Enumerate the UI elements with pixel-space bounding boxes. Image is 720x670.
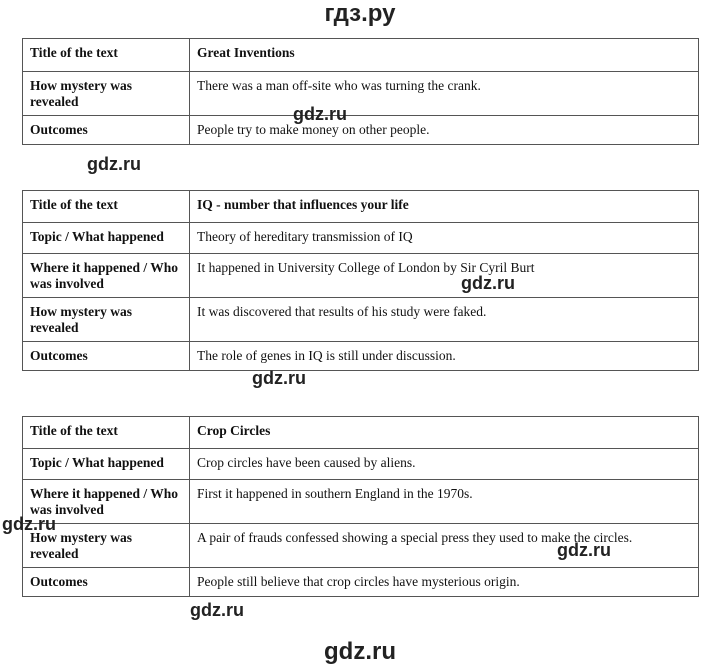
row-value: People try to make money on other people.: [190, 116, 699, 145]
row-value: Theory of hereditary transmission of IQ: [190, 223, 699, 254]
watermark: gdz.ru: [461, 273, 515, 293]
watermark: gdz.ru: [293, 104, 347, 124]
row-value: A pair of frauds confessed showing a special press they used to make the circles.: [190, 524, 699, 568]
row-label: Outcomes: [23, 116, 190, 145]
site-header: гдз.ру: [324, 0, 396, 27]
table-great-inventions: [22, 38, 699, 145]
row-value: People still believe that crop circles have mysterious origin.: [190, 568, 699, 597]
table-row: [23, 223, 699, 254]
row-value: The role of genes in IQ is still under discussion.: [190, 342, 699, 371]
table-row: [23, 568, 699, 597]
row-value: IQ - number that influences your life: [190, 191, 699, 223]
row-label: Outcomes: [23, 568, 190, 597]
table-row: [23, 254, 699, 298]
row-label: Where it happened / Who was involved: [23, 254, 190, 298]
table-row: [23, 191, 699, 223]
row-value: It happened in University College of London by Sir Cyril Burt: [190, 254, 699, 298]
row-value: First it happened in southern England in the 1970s.: [190, 480, 699, 524]
row-label: Title of the text: [23, 191, 190, 223]
row-label: How mystery was revealed: [23, 524, 190, 568]
watermark: gdz.ru: [2, 514, 56, 534]
table-row: [23, 342, 699, 371]
row-label: Title of the text: [23, 417, 190, 449]
table-row: [23, 480, 699, 524]
row-label: Topic / What happened: [23, 223, 190, 254]
row-value: It was discovered that results of his study were faked.: [190, 298, 699, 342]
table-crop-circles: [22, 416, 699, 597]
table-row: [23, 449, 699, 480]
table-row: [23, 298, 699, 342]
table-row: [23, 72, 699, 116]
watermark: gdz.ru: [557, 540, 611, 560]
row-label: How mystery was revealed: [23, 72, 190, 116]
row-label: Title of the text: [23, 39, 190, 72]
table-row: [23, 39, 699, 72]
row-value: Crop Circles: [190, 417, 699, 449]
watermark: gdz.ru: [87, 154, 141, 174]
site-footer: gdz.ru: [324, 638, 396, 665]
row-label: How mystery was revealed: [23, 298, 190, 342]
table-row: [23, 417, 699, 449]
watermark: gdz.ru: [252, 368, 306, 388]
table-iq: [22, 190, 699, 371]
watermark: gdz.ru: [190, 600, 244, 620]
row-value: Crop circles have been caused by aliens.: [190, 449, 699, 480]
row-label: Where it happened / Who was involved: [23, 480, 190, 524]
row-value: There was a man off-site who was turning the crank.: [190, 72, 699, 116]
row-label: Topic / What happened: [23, 449, 190, 480]
row-label: Outcomes: [23, 342, 190, 371]
table-row: [23, 116, 699, 145]
row-value: Great Inventions: [190, 39, 699, 72]
